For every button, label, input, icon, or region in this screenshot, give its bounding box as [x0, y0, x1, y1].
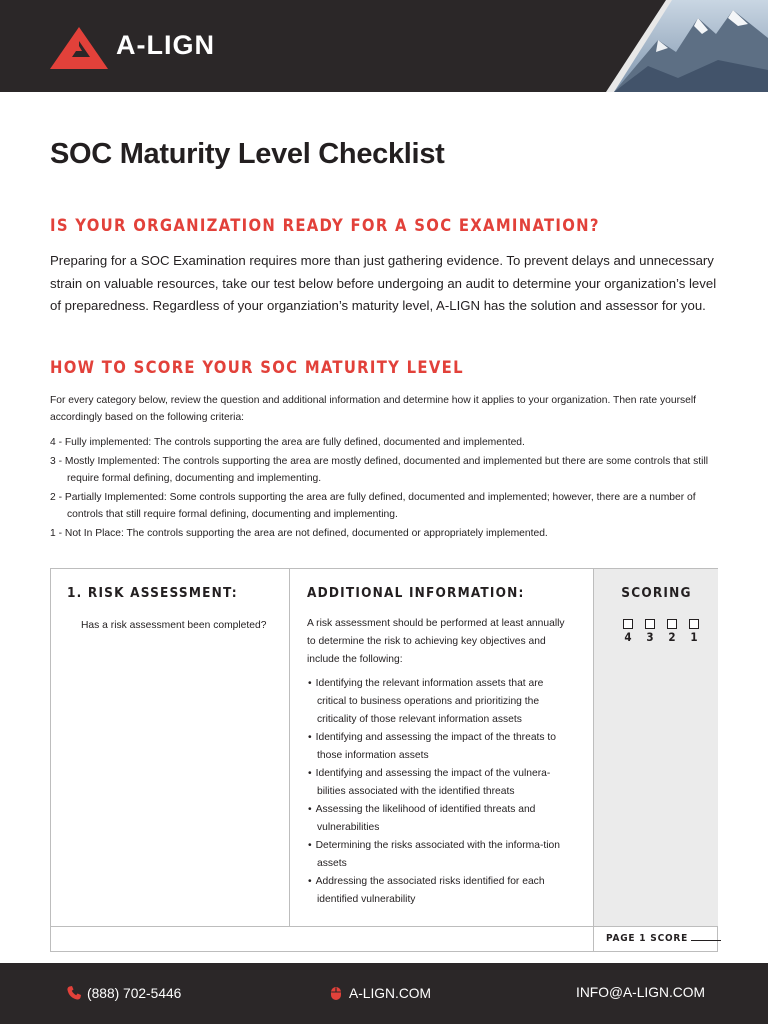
info-bullet: • Addressing the associated risks identified for each identified vulnerability — [307, 873, 575, 909]
info-intro: A risk assessment should be performed at least annually to determine the risk to achieving key objectives and include the following: — [307, 618, 565, 665]
criteria-label: 2 - Partially Implemented: — [50, 491, 167, 503]
column-divider — [289, 569, 290, 926]
info-bullet: • Identifying the relevant information assets that are critical to business operations and prioritizing the criticality of those relevant information assets — [307, 675, 575, 729]
criteria-item-3 — [50, 453, 730, 488]
score-number: 2 — [668, 630, 676, 644]
logo-text: A-LIGN — [116, 30, 215, 60]
criteria-text: The controls supporting the area are not defined, documented or appropriately implemented. — [123, 527, 548, 539]
score-option-3[interactable] — [643, 619, 657, 644]
risk-assessment-heading: 1. RISK ASSESSMENT: — [67, 585, 238, 601]
info-bullet: • Assessing the likelihood of identified threats and vulnerabilities — [307, 801, 575, 837]
info-bullet: • Identifying and assessing the impact of the vulnera-bilities associated with the identified threats — [307, 765, 575, 801]
phone-icon — [66, 985, 82, 1001]
score-number: 1 — [690, 630, 698, 644]
scoring-criteria-list — [50, 434, 730, 543]
score-checkbox[interactable] — [667, 619, 677, 629]
criteria-label: 3 - Mostly Implemented: — [50, 455, 160, 467]
criteria-item-1 — [50, 525, 730, 543]
mouse-icon — [328, 985, 344, 1001]
scoring-heading: SCORING — [621, 585, 692, 601]
page-header — [0, 0, 768, 92]
scoring-column — [593, 569, 718, 926]
criteria-label: 4 - Fully implemented: — [50, 437, 152, 448]
section-heading-readiness: IS YOUR ORGANIZATION READY FOR A SOC EXAMINATION? — [50, 216, 600, 235]
info-bullet: • Determining the risks associated with the informa-tion assets — [307, 837, 575, 873]
criteria-label: 1 - Not In Place: — [50, 527, 124, 539]
page-score-label: PAGE 1 SCORE — [606, 933, 689, 944]
footer-phone[interactable] — [66, 985, 181, 1001]
score-option-2[interactable] — [665, 619, 679, 644]
score-options — [621, 619, 701, 644]
page-score — [606, 932, 721, 944]
page-score-field[interactable] — [691, 932, 721, 941]
section-heading-how-to-score: HOW TO SCORE YOUR SOC MATURITY LEVEL — [50, 358, 464, 377]
intro-paragraph: Preparing for a SOC Examination requires more than just gathering evidence. To prevent delays and unnecessary strain on valuable resources, take our test below before undergoing an audit to determine your organization’s level of preparedness. Regardless of your organziation’s maturity level, A-LIGN has the solution and assessor for you. — [50, 253, 717, 313]
footer-email[interactable] — [576, 985, 705, 1000]
criteria-item-2 — [50, 489, 730, 524]
page-score-cell — [593, 926, 718, 952]
score-number: 4 — [624, 630, 632, 644]
criteria-text: The controls supporting the area are fully defined, documented and implemented. — [151, 437, 525, 448]
score-number: 3 — [646, 630, 654, 644]
page-footer — [0, 963, 768, 1024]
additional-information-heading: ADDITIONAL INFORMATION: — [307, 585, 525, 601]
score-option-1[interactable] — [687, 619, 701, 644]
criteria-text: Some controls supporting the area are fully defined, documented and implemented; however, there are a number of controls that still require formal defining, documenting and implementing. — [67, 491, 696, 520]
a-lign-logo-icon — [50, 27, 108, 69]
risk-assessment-question: Has a risk assessment been completed? — [81, 620, 267, 631]
scoring-instructions: For every category below, review the question and additional information and determine how it applies to your organization. Then rate yourself accordingly based on the following criteria: — [50, 395, 697, 423]
phone-number: (888) 702-5446 — [87, 985, 182, 1001]
score-checkbox[interactable] — [623, 619, 633, 629]
mountain-image — [598, 0, 768, 92]
info-bullet: • Identifying and assessing the impact of the threats to those information assets — [307, 729, 575, 765]
website-link: A-LIGN.COM — [349, 985, 432, 1001]
page-title: SOC Maturity Level Checklist — [50, 138, 445, 170]
risk-assessment-table — [50, 568, 718, 952]
info-bullet-list — [307, 675, 575, 909]
score-checkbox[interactable] — [645, 619, 655, 629]
criteria-item-4 — [50, 434, 730, 452]
footer-website[interactable] — [328, 985, 431, 1001]
email-link: INFO@A-LIGN.COM — [576, 985, 705, 1000]
score-option-4[interactable] — [621, 619, 635, 644]
additional-information — [307, 615, 575, 909]
criteria-text: The controls supporting the area are mostly defined, documented and implemented but there are some controls that still require formal defining, documenting and implementing. — [67, 455, 709, 484]
score-checkbox[interactable] — [689, 619, 699, 629]
